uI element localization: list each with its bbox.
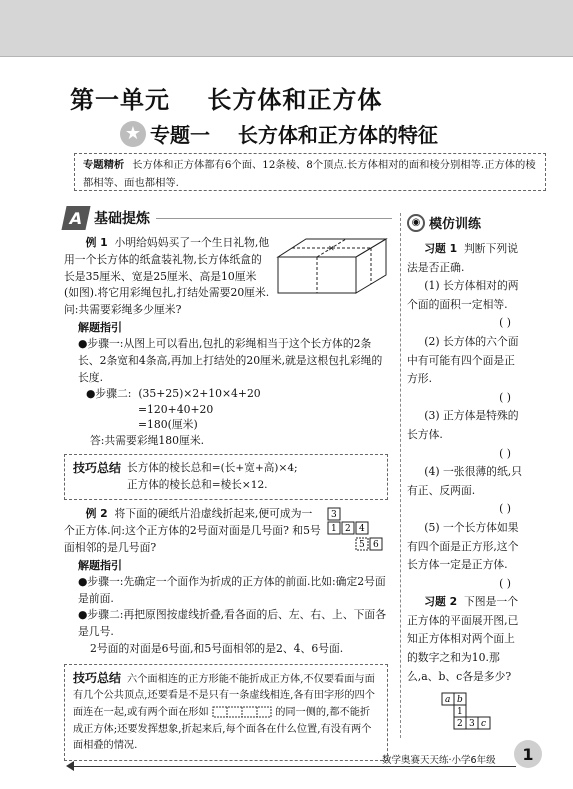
top-band <box>0 0 573 57</box>
net-cell: c <box>481 719 487 730</box>
net-cell: 2 <box>345 524 351 535</box>
net-cell: 1 <box>457 707 463 718</box>
example2-step1: ●步骤一:先确定一个面作为折成的正方体的前面.比如:确定2号面是前面. <box>78 574 386 605</box>
net-cell: 5 <box>359 540 365 551</box>
analysis-text: 长方体和正方体都有6个面、12条棱、8个顶点.长方体相对的面和棱分别相等.正方体的棱都相等、面也都相等. <box>83 159 536 189</box>
star-icon: ★ <box>120 121 146 147</box>
example1 <box>64 235 392 448</box>
cube-net-figure <box>326 506 392 556</box>
exercise2-label: 习题 2 <box>424 595 458 609</box>
answer-paren: ( ) <box>499 576 511 590</box>
left-column <box>64 205 392 767</box>
page-number: 1 <box>514 740 542 768</box>
net-cell: a <box>445 695 451 706</box>
example1-calc2: =120+40+20 <box>138 402 214 416</box>
topic-title: 专题一 长方体和正方体的特征 <box>150 123 438 147</box>
example1-answer: 答:共需要彩绳180厘米. <box>90 433 205 447</box>
answer-paren: ( ) <box>499 502 511 516</box>
tip2-text-b: 的同一侧的,都不能折成正方体;还要发挥想象,折起来后,每个面各在什么位置,有没有两个面相叠的情况. <box>73 706 372 752</box>
section-title: 基础提炼 <box>94 211 150 227</box>
unit-title: 第一单元 长方体和正方体 <box>70 86 383 114</box>
right-column <box>400 213 525 738</box>
question-1: (1) 长方体相对的两个面的面积一定相等. <box>407 279 519 311</box>
tip2-text-a: 六个面相连的正方形能不能折成正方体,不仅要看面与面有几个公共顶点,还要看是不是只有一条虚线相连,各有田字形的四个面连在一起,或有两个面在形如 <box>73 673 375 718</box>
tip1-label: 技巧总结 <box>73 461 122 476</box>
mimic-header <box>407 213 525 232</box>
net-cell: 1 <box>331 524 337 535</box>
answer-paren: ( ) <box>499 446 511 460</box>
net-cell: 2 <box>457 719 463 730</box>
net-cell: b <box>457 695 463 706</box>
question-3: (3) 正方体是特殊的长方体. <box>407 409 519 441</box>
example2-guide-label: 解题指引 <box>78 558 122 572</box>
divider <box>156 217 392 219</box>
example1-step2-label: ●步骤二: <box>86 387 132 401</box>
tip-box-1 <box>64 454 388 500</box>
example2-text: 将下面的硬纸片沿虚线折起来,便可成为一个正方体.问:这个正方体的2号面对面是几号面? 和5号面相邻的是几号面? <box>64 507 321 554</box>
mimic-title: 模仿训练 <box>429 217 482 232</box>
net-cell: 3 <box>331 510 337 521</box>
exercise2-text: 下图是一个正方体的平面展开图,已知正方体相对两个面上的数字之和为10.那么,a、b、c各是多少? <box>407 595 519 683</box>
net-cell: 4 <box>359 524 365 535</box>
topic-header <box>120 119 438 148</box>
strip-shape-icon <box>212 706 272 718</box>
tip-box-2 <box>64 664 388 761</box>
net-cell: 6 <box>373 540 379 551</box>
exercise1-text: 判断下列说法是否正确. <box>407 242 518 274</box>
example1-guide-label: 解题指引 <box>78 320 122 334</box>
example2-label: 例 2 <box>85 507 108 521</box>
answer-paren: ( ) <box>499 390 511 404</box>
example2-step2: ●步骤二:再把原图按虚线折叠,看各面的后、左、右、上、下面各是几号. <box>78 608 387 639</box>
question-5: (5) 一个长方体如果有四个面是正方形,这个长方体一定是正方体. <box>407 520 519 572</box>
footer-text: 数学奥赛天天练·小学6年级 <box>382 755 496 766</box>
example1-label: 例 1 <box>85 236 108 249</box>
tip1-line1: 长方体的棱长总和=(长+宽+高)×4; <box>127 462 298 475</box>
question-2: (2) 长方体的六个面中有可能有四个面是正方形. <box>407 334 519 386</box>
section-header <box>64 205 392 231</box>
example2-answer: 2号面的对面是6号面,和5号面相邻的是2、4、6号面. <box>90 641 344 655</box>
gift-box-figure <box>274 235 392 299</box>
answer-paren: ( ) <box>499 316 511 330</box>
example1-text: 小明给妈妈买了一个生日礼物,他用一个长方体的纸盒装礼物,长方体纸盒的长是35厘米、宽是25厘米、高是10厘米(如图).将它用彩绳包扎,打结处需要20厘米.问:共需要彩绳多少厘米? <box>64 236 270 317</box>
net-cell: 3 <box>469 719 475 730</box>
example2 <box>64 506 392 657</box>
footer-rule <box>68 766 516 767</box>
tip2-label: 技巧总结 <box>73 670 122 685</box>
target-icon: ◉ <box>407 214 425 232</box>
example1-calc1: (35+25)×2+10×4+20 <box>138 387 261 401</box>
svg-text:✕: ✕ <box>328 244 335 253</box>
tip1-line2: 正方体的棱长总和=棱长×12. <box>127 479 268 492</box>
exercise1-label: 习题 1 <box>424 242 458 255</box>
question-4: (4) 一张很薄的纸,只有正、反两面. <box>407 465 523 497</box>
analysis-box <box>74 153 546 191</box>
example1-step1: ●步骤一:从图上可以看出,包扎的彩绳相当于这个长方体的2条长、2条宽和4条高,再加上打结处的20厘米,就是这根包扎彩绳的长度. <box>78 336 383 384</box>
analysis-label: 专题精析 <box>83 159 125 171</box>
section-letter-icon: A <box>61 206 90 230</box>
example1-calc3: =180(厘米) <box>138 418 198 432</box>
cube-net-abc-figure <box>441 692 501 734</box>
